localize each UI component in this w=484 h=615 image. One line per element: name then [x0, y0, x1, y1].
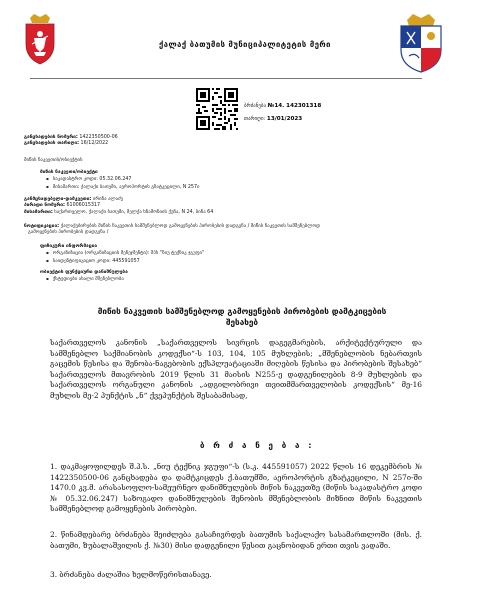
- project-label: მიწის ნაკვეთის/ობიექტის: [24, 158, 83, 163]
- application-date: 16/12/2022: [80, 141, 109, 147]
- owner-line-code: ▪ საიდენტიფიკაციო კოდი: 445591057: [24, 258, 204, 265]
- header-divider: [30, 78, 422, 79]
- notification-line-2: გამოყენების პირობების დადგენა /: [28, 230, 109, 236]
- batumi-coat-of-arms-icon: [397, 14, 445, 74]
- use-line: ▪ ქსტუდიები ახალი მშენებლობა: [24, 276, 128, 283]
- notification-section: [24, 224, 444, 237]
- preamble-paragraph: საქართველოს კანონის „საქართველოს სივრცის დაგეგმარების, არქიტექტურული და სამშენებლო საქმიანობის კოდექსი“-ს 103, 104, 105 მუხლების; „მშენებლობის ნებართვის გაცემის წესისა და შენობა-ნაგებობის ექსპლუატაციაში მიღების წესისა და პირობების შესახებ“ საქართველოს მთავრობის 2019 წლის 31 მაისის N255-ე დადგენილების 8-9 მუხლების და საქართველოს ორგანული კანონის „ადგილობრივი თვითმმართველობის კოდექსის“ მე-16 მუხლის მე-2 პუნქტის „ნ“ ქვეპუნქტის შესაბამისად,: [50, 338, 422, 400]
- personal-number: 61006015317: [66, 203, 101, 209]
- use-heading: ობიექტის ფუნქციური დანიშნულება: [40, 270, 128, 275]
- document-title: [60, 306, 424, 328]
- municipality-title: ქალაქ ბათუმის მუნიციპალიტეტის მერი: [159, 40, 331, 49]
- applicant-address: საქართველო, ქალაქი ბათუმი, მელქა ხნამონიის ქუჩა, N 24, ბინა 64: [54, 209, 214, 215]
- order-heading: ბ რ ძ ა ნ ე ბ ა :: [200, 441, 315, 450]
- application-number-label: განცხადების ნომერი:: [24, 135, 78, 140]
- application-date-label: განცხადების თარიღი:: [24, 141, 80, 147]
- order-date: 13/01/2023: [266, 116, 303, 122]
- use-section: [24, 270, 128, 284]
- order-item-2: 2. წინამდებარე ბრძანება შეიძლება გასაჩივრდეს ბათუმის საქალაქო სასამართლოში (მის. ქ. ბათუმი, ზუბალაშვილის ქ. №30) მისი დადგენილი წესით გაცნობიდან ერთი თვის ვადაში.: [50, 530, 422, 550]
- qr-code-icon: [196, 88, 238, 130]
- document-title-line-2: შესახებ: [225, 317, 259, 327]
- applicant-label: განმცხადებელი-დამკვეთი:: [24, 197, 92, 202]
- document-title-line-1: მიწის ნაკვეთის სამშენებლოდ გამოყენების პირობების დამტკიცების: [97, 306, 387, 316]
- applicant-name: ირინა ალაძე: [92, 197, 124, 202]
- notification-label: ნოტიფიკაცია:: [24, 224, 60, 229]
- order-item-3: 3. ბრძანება ძალაშია ხელმოწერისთანავე.: [50, 570, 212, 579]
- order-number: №14. 142301318: [267, 103, 322, 109]
- order-item-1: 1. დაკმაყოფილდეს შ.პ.ს. „ნიუ ტექნიკ ჯგუფი“-ს (ს.კ. 445591057) 2022 წლის 16 დეკემბრის № 1422350500-06 განცხადება და დამტკიცდეს ქ.ბათუმში, აეროპორტის გზატკეცილი, N 257ი-ში 1470.0 კვ.მ. არასასოფლო-სამეურნეო დანიშნულების მიწის ნაკვეთზე (მიწის საკადასტრო კოდი № 05.32.06.247) საზოგადო დანიშნულების შენობის მშენებლობის მიზნით მიწის ნაკვეთის სამშენებლოდ გამოყენების პირობები.: [50, 462, 422, 514]
- owner-heading: ფიზიკური ინფორმაცია: [40, 244, 98, 249]
- application-meta: [24, 135, 118, 148]
- application-number: 1422350500-06: [79, 135, 118, 140]
- object-section: [24, 170, 199, 191]
- georgia-coat-of-arms-icon: [22, 14, 58, 66]
- applicant-section: [24, 197, 213, 216]
- order-number-label: ბრძანება: [244, 103, 266, 109]
- owner-line-org: ▪ ორგანიზაცია (ორგანიზაციის მენეჯმენტი): შპს "ნიუ ტექნიკ ჯგუფი": [24, 250, 204, 257]
- object-heading: მიწის ნაკვეთი/ობიექტი: [40, 170, 98, 175]
- notification-line-1: ქალაქებირების მიწის ნაკვეთის სამშენებლოდ გამოყენების პირობების დადგენა / მიწის ნაკვეთის სამშენებლოდ: [60, 224, 321, 229]
- object-line-address: ▪ მისამართი: ქალაქი ბათუმი, აეროპორტის გზატკეცილი, N 257ი: [24, 184, 199, 191]
- registry-info: [244, 100, 321, 126]
- applicant-address-label: მისამართი:: [24, 209, 53, 215]
- owner-section: [24, 244, 204, 265]
- personal-number-label: პირადი ნომერი:: [24, 203, 65, 209]
- order-date-label: თარიღი:: [244, 116, 266, 122]
- object-line-cadastral: ▪ საკადასტრო კოდი: 05.32.06.247: [24, 176, 199, 183]
